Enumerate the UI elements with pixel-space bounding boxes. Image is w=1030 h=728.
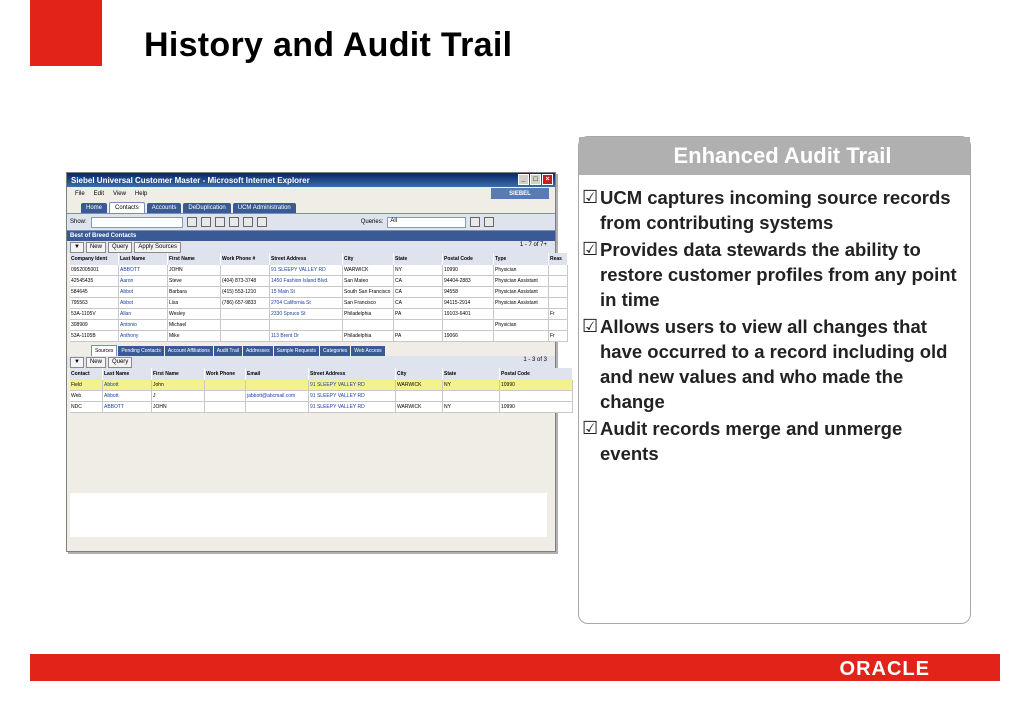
toolbar-icon[interactable] [187,217,197,227]
cell-link[interactable]: 1450 Fashion Island Blvd. [270,276,343,287]
bullet-item [582,237,962,312]
tab-audit-trail[interactable]: Audit Trail [214,346,242,356]
empty-list-area [70,493,547,537]
column-header[interactable]: Email [246,368,309,380]
sources-buttons [67,356,555,368]
table-row[interactable] [70,320,568,331]
cell [221,309,270,320]
cell: Wesley [168,309,221,320]
tab-categories[interactable]: Categories [320,346,350,356]
tab-sources[interactable]: Sources [91,345,117,356]
menu-view[interactable]: View [113,190,126,197]
tab-sample-requests[interactable]: Sample Requests [274,346,319,356]
cell: Physician Assistant [494,298,549,309]
cell [221,265,270,276]
column-header[interactable]: First Name [168,253,221,265]
column-header[interactable]: Work Phone # [221,253,270,265]
cell [343,320,394,331]
column-header[interactable]: Type [494,253,549,265]
help-icon[interactable] [484,217,494,227]
cell: San Mateo [343,276,394,287]
cell [549,276,568,287]
cell: 19066 [443,331,494,342]
bullet-item [582,314,962,414]
toolbar-icon[interactable] [243,217,253,227]
tab-account-affiliations[interactable]: Account Affiliations [165,346,213,356]
cell-link[interactable]: Abbot [119,298,168,309]
bullet-text: Allows users to view all changes that have occurred to a record including old and new values and who made the change [600,316,948,412]
cell-link[interactable]: 91 SLEEPY VALLEY RD [309,391,396,402]
sources-table [70,368,573,413]
apply-sources-button[interactable]: Apply Sources [134,242,181,253]
cell: NY [394,265,443,276]
oracle-logo: ORACLE [839,658,930,680]
cell: WARWICK [396,380,443,391]
cell: 795563 [70,298,119,309]
cell: 94404-2883 [443,276,494,287]
cell: WARWICK [396,402,443,413]
column-header[interactable]: City [396,368,443,380]
toolbar-icon[interactable] [201,217,211,227]
query-button[interactable]: Query [108,357,132,368]
applet-buttons [67,241,555,253]
cell [549,287,568,298]
cell-link[interactable]: 91 SLEEPY VALLEY RD [309,380,396,391]
column-header[interactable]: Street Address [270,253,343,265]
search-icon[interactable] [470,217,480,227]
checkbox-icon: ☑ [582,418,599,438]
cell: NDC [70,402,103,413]
column-header[interactable]: Contact [70,368,103,380]
cell: 53A-1105V [70,309,119,320]
column-header[interactable]: State [394,253,443,265]
cell: Web [70,391,103,402]
table-row[interactable] [70,309,568,320]
cell: WARWICK [343,265,394,276]
column-header[interactable]: Last Name [119,253,168,265]
checkbox-icon: ☑ [582,239,599,259]
cell: Philadelphia [343,331,394,342]
cell: 53A-1105B [70,331,119,342]
pager-text: 1 - 7 of 7+ [519,242,547,248]
show-toolbar [67,213,555,231]
cell [549,320,568,331]
cell [205,380,246,391]
toolbar-icon[interactable] [215,217,225,227]
menu-bar [67,187,555,200]
cell: CA [394,276,443,287]
cell: NY [443,402,500,413]
cell [549,298,568,309]
siebel-logo: SIEBEL [491,188,549,199]
brand-red-block [30,0,102,66]
bullet-item [582,185,962,235]
cell: 10990 [500,402,573,413]
callout-title: Enhanced Audit Trail [579,137,970,175]
cell: Steve [168,276,221,287]
cell: Physician [494,320,549,331]
cell-link[interactable]: 2330 Spruce St [270,309,343,320]
slide-title: History and Audit Trail [144,26,513,64]
cell-link[interactable] [270,320,343,331]
checkbox-icon: ☑ [582,187,599,207]
cell-link[interactable]: Antonio [119,320,168,331]
tab-ucm-administration[interactable]: UCM Administration [233,203,296,213]
cell: Barbara [168,287,221,298]
cell: Field [70,380,103,391]
cell: PA [394,331,443,342]
queries-label: Queries: [360,219,384,225]
column-header[interactable]: Postal Code [500,368,573,380]
table-row[interactable] [70,276,568,287]
cell [500,391,573,402]
column-header[interactable]: Work Phone [205,368,246,380]
table-row[interactable] [70,298,568,309]
cell: (415) 553-1210 [221,287,270,298]
toolbar-icon[interactable] [257,217,267,227]
cell: JOHN [168,265,221,276]
window-controls [518,174,553,185]
new-button[interactable]: New [86,242,106,253]
column-header[interactable]: Reas [549,253,568,265]
cell-link[interactable]: 91 SLEEPY VALLEY RD [309,402,396,413]
applet-title: Best of Breed Contacts [67,231,555,241]
cell [394,320,443,331]
cell: 0952005001 [70,265,119,276]
cell: JOHN [152,402,205,413]
cell [443,391,500,402]
window-title: Siebel Universal Customer Master - Microsoft Internet Explorer [71,175,310,185]
cell-link[interactable] [246,402,309,413]
cell: (786) 657-9833 [221,298,270,309]
table-row[interactable] [70,265,568,276]
cell: Philadelphia [343,309,394,320]
cell-link[interactable]: ABBOTT [103,402,152,413]
cell [205,391,246,402]
cell: 94115-2914 [443,298,494,309]
cell: 308909 [70,320,119,331]
cell: Physician Assistant [494,276,549,287]
checkbox-icon: ☑ [582,316,599,336]
menu-edit[interactable]: Edit [93,190,105,197]
bullet-list [579,175,970,466]
cell: South San Francisco [343,287,394,298]
tab-addresses[interactable]: Addresses [243,346,273,356]
tab-contacts[interactable]: Contacts [109,202,145,213]
cell: Fr [549,309,568,320]
toolbar-icon[interactable] [229,217,239,227]
cell: Mike [168,331,221,342]
cell: Physician Assistant [494,287,549,298]
menu-file[interactable]: File [75,190,85,197]
cell: 10990 [500,380,573,391]
cell [494,309,549,320]
cell: 10990 [443,265,494,276]
cell: Michael [168,320,221,331]
cell [396,391,443,402]
queries-select[interactable]: All [387,217,466,228]
cell [205,402,246,413]
cell [494,331,549,342]
window-titlebar [67,173,555,187]
screen-tabs [67,200,555,213]
footer-bar [30,654,1000,681]
cell-link[interactable]: 91 SLEEPY VALLEY RD [270,265,343,276]
cell: (404) 873-3748 [221,276,270,287]
show-label: Show: [70,219,87,225]
cell: 94558 [443,287,494,298]
pager-text: 1 - 3 of 3 [523,357,547,363]
cell [221,331,270,342]
contacts-table [70,253,568,342]
siebel-screenshot [66,172,562,552]
close-icon[interactable]: × [542,174,553,185]
cell: CA [394,298,443,309]
cell-link[interactable]: 2704 California St [270,298,343,309]
detail-tabs [67,344,555,356]
table-header-row [70,368,573,380]
cell-link[interactable]: Anthony [119,331,168,342]
cell [443,320,494,331]
cell-link[interactable]: 113 Brent Dr [270,331,343,342]
menu-button[interactable]: ▼ [70,242,84,253]
column-header[interactable]: Last Name [103,368,152,380]
audit-trail-callout [578,136,971,624]
query-button[interactable]: Query [108,242,132,253]
cell-link[interactable]: jabbott@abcmail.com [246,391,309,402]
cell: Lisa [168,298,221,309]
bullet-text: UCM captures incoming source records from contributing systems [600,187,951,233]
cell: 42545435 [70,276,119,287]
tab-pending-contacts[interactable]: Pending Contacts [118,346,163,356]
cell-link[interactable] [246,380,309,391]
cell: 584645 [70,287,119,298]
cell: NY [443,380,500,391]
tab-accounts[interactable]: Accounts [147,203,182,213]
cell: 19103-6401 [443,309,494,320]
column-header[interactable]: State [443,368,500,380]
show-select[interactable] [91,217,183,228]
cell: John [152,380,205,391]
cell [221,320,270,331]
column-header[interactable]: Street Address [309,368,396,380]
cell-link[interactable]: 15 Main St [270,287,343,298]
tab-deduplication[interactable]: DeDuplication [183,203,230,213]
table-row[interactable] [70,287,568,298]
cell-link[interactable]: Abbott [103,380,152,391]
cell: J [152,391,205,402]
cell [549,265,568,276]
bullet-text: Provides data stewards the ability to restore customer profiles from any point in time [600,239,957,310]
tab-web-access[interactable]: Web Access [351,346,384,356]
tab-home[interactable]: Home [81,203,107,213]
column-header[interactable]: City [343,253,394,265]
table-row[interactable] [70,391,573,402]
maximize-icon[interactable]: □ [530,174,541,185]
cell: CA [394,287,443,298]
menu-button[interactable]: ▼ [70,357,84,368]
table-header-row [70,253,568,265]
bullet-item [582,416,962,466]
column-header[interactable]: Postal Code [443,253,494,265]
minimize-icon[interactable]: _ [518,174,529,185]
cell: Fr [549,331,568,342]
cell: Physician [494,265,549,276]
table-row[interactable] [70,380,573,391]
menu-help[interactable]: Help [134,190,148,197]
table-row[interactable] [70,331,568,342]
cell-link[interactable]: Abbott [103,391,152,402]
table-row[interactable] [70,402,573,413]
new-button[interactable]: New [86,357,106,368]
cell-link[interactable]: Allan [119,309,168,320]
cell-link[interactable]: Abbot [119,287,168,298]
cell: PA [394,309,443,320]
column-header[interactable]: First Name [152,368,205,380]
cell-link[interactable]: ABBOTT [119,265,168,276]
bullet-text: Audit records merge and unmerge events [600,418,903,464]
cell: San Francisco [343,298,394,309]
cell-link[interactable]: Aaron [119,276,168,287]
column-header[interactable]: Company Ident [70,253,119,265]
